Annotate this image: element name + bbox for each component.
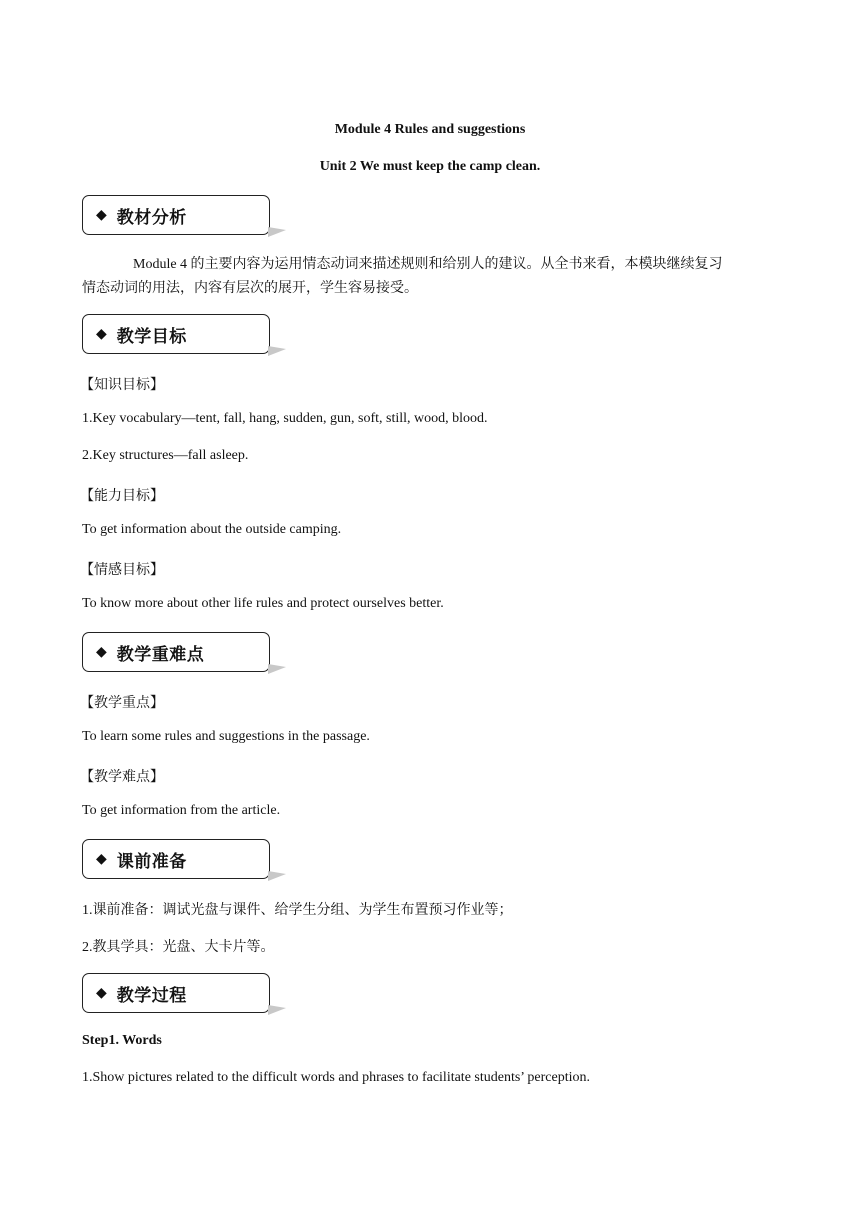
section-heading-label: 教学重难点 <box>116 644 205 665</box>
diamond-icon: ◆ <box>96 644 107 660</box>
section-heading-label: 课前准备 <box>116 851 187 872</box>
section-heading-label: 教学目标 <box>116 326 187 347</box>
analysis-line-2: 情态动词的用法，内容有层次的展开，学生容易接受。 <box>82 281 418 296</box>
focus-text: To learn some rules and suggestions in the passage. <box>82 729 370 744</box>
difficulty-label: 【教学难点】 <box>80 770 164 785</box>
diamond-icon: ◆ <box>96 207 107 223</box>
section-heading-analysis <box>82 195 270 235</box>
ability-label: 【能力目标】 <box>80 489 164 504</box>
analysis-line-1: Module 4 的主要内容为运用情态动词来描述规则和给别人的建议。从全书来看，本模块继续复习 <box>133 257 723 272</box>
step1-heading: Step1. Words <box>82 1033 162 1048</box>
diamond-icon: ◆ <box>96 326 107 342</box>
step1-item-1: 1.Show pictures related to the difficult words and phrases to facilitate students’ perception. <box>82 1070 591 1085</box>
focus-label: 【教学重点】 <box>80 696 164 711</box>
analysis-paragraph <box>82 253 782 301</box>
preparation-item-1: 1.课前准备：调试光盘与课件、给学生分组、为学生布置预习作业等； <box>82 903 513 918</box>
heading-shadow <box>268 664 286 674</box>
emotion-text: To know more about other life rules and protect ourselves better. <box>82 596 444 611</box>
heading-shadow <box>268 1005 286 1015</box>
preparation-item-2: 2.教具学具：光盘、大卡片等。 <box>82 940 275 955</box>
heading-shadow <box>268 227 286 237</box>
difficulty-text: To get information from the article. <box>82 803 281 818</box>
unit-title: Unit 2 We must keep the camp clean. <box>319 159 541 174</box>
structures-text: 2.Key structures—fall asleep. <box>82 448 249 463</box>
ability-text: To get information about the outside camping. <box>82 522 342 537</box>
vocab-text: 1.Key vocabulary—tent, fall, hang, sudden, gun, soft, still, wood, blood. <box>82 411 488 426</box>
emotion-label: 【情感目标】 <box>80 563 164 578</box>
section-heading-label: 教材分析 <box>116 207 187 228</box>
knowledge-label: 【知识目标】 <box>80 378 164 393</box>
section-heading-process <box>82 973 270 1013</box>
section-heading-key-points <box>82 632 270 672</box>
section-heading-preparation <box>82 839 270 879</box>
module-title: Module 4 Rules and suggestions <box>334 122 526 137</box>
heading-shadow <box>268 871 286 881</box>
section-heading-label: 教学过程 <box>116 985 187 1006</box>
heading-shadow <box>268 346 286 356</box>
section-heading-objectives <box>82 314 270 354</box>
diamond-icon: ◆ <box>96 851 107 867</box>
diamond-icon: ◆ <box>96 985 107 1001</box>
